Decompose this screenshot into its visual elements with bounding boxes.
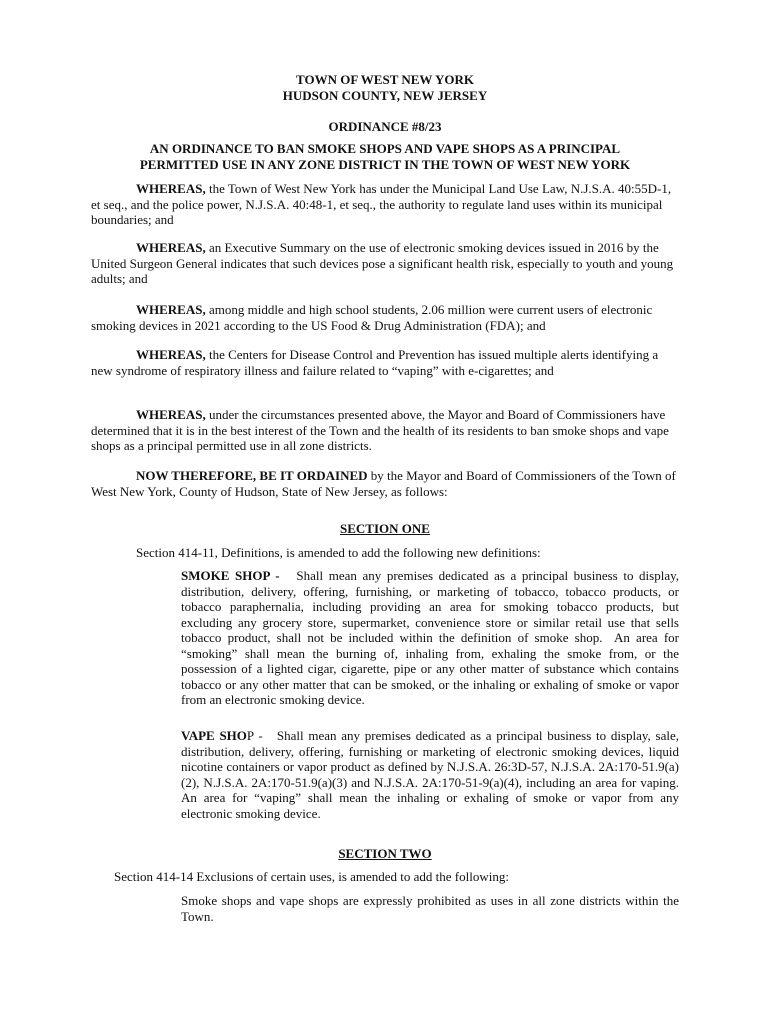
- whereas-lead: WHEREAS,: [136, 181, 206, 196]
- whereas-text: among middle and high school students, 2.06 million were current users of electronic smoking devices in 2021 according to the US Food & Drug Administration (FDA); and: [91, 302, 653, 333]
- whereas-paragraph-4: [91, 347, 681, 378]
- whereas-paragraph-1: [91, 181, 681, 228]
- ordinance-title-line1: AN ORDINANCE TO BAN SMOKE SHOPS AND VAPE SHOPS AS A PRINCIPAL: [149, 141, 621, 156]
- whereas-lead: WHEREAS,: [136, 240, 206, 255]
- smoke-shop-text: Shall mean any premises dedicated as a principal business to display, distribution, delivery, offering, furnishing, or marketing of tobacco, tobacco products, or tobacco paraphernalia, including providing an area for smoking tobacco products, but excluding any grocery store, supermarket, convenience store or similar retail use that sells tobacco product, shall not be included within the definition of smoke shop. An area for “smoking” shall mean the burning of, inhaling from, exhaling the smoke from, or the possession of a lighted cigar, cigarette, pipe or any other matter of substance which contains tobacco or any other matter that can be smoked, or the inhaling or exhaling of smoke or vapor from an electronic smoking device.: [181, 568, 683, 707]
- town-heading: TOWN OF WEST NEW YORK: [296, 72, 474, 87]
- whereas-paragraph-2: [91, 240, 681, 287]
- whereas-text: under the circumstances presented above, the Mayor and Board of Commissioners have determined that it is in the best interest of the Town and the health of its residents to ban smoke shops and vape shops as a principal permitted use in all zone districts.: [91, 407, 669, 453]
- whereas-lead: WHEREAS,: [136, 347, 206, 362]
- vape-shop-text: Shall mean any premises dedicated as a principal business to display, sale, distribution, delivery, offering, furnishing or marketing of electronic smoking devices, liquid nicotine containers or vapor product as defined by N.J.S.A. 26:3D-57, N.J.S.A. 2A:170-51.9(a)(2), N.J.S.A. 2A:170-51.9(a)(3) and N.J.S.A. 2A:170-51-9(a)(4), including an area for vaping. An area for “vaping” shall mean the inhaling or exhaling of smoke or vapor from any electronic smoking device.: [181, 728, 686, 821]
- county-heading: HUDSON COUNTY, NEW JERSEY: [282, 88, 488, 103]
- vape-shop-term: VAPE SHO: [181, 728, 247, 743]
- ordained-lead: NOW THEREFORE, BE IT ORDAINED: [136, 468, 368, 483]
- whereas-paragraph-3: [91, 302, 681, 333]
- ordained-text: by the Mayor and Board of Commissioners of the Town of West New York, County of Hudson, State of New Jersey, as follows:: [91, 468, 676, 499]
- ordinance-title-line2: PERMITTED USE IN ANY ZONE DISTRICT IN THE TOWN OF WEST NEW YORK: [139, 157, 631, 172]
- ordinance-number: ORDINANCE #8/23: [328, 119, 442, 134]
- whereas-text: the Town of West New York has under the Municipal Land Use Law, N.J.S.A. 40:55D-1, et seq., and the police power, N.J.S.A. 40:48-1, et seq., the authority to regulate land uses within its municipal boundaries; and: [91, 181, 672, 227]
- section-two-text: Smoke shops and vape shops are expressly prohibited as uses in all zone districts within the Town.: [181, 893, 679, 924]
- section-two-intro: Section 414-14 Exclusions of certain uses, is amended to add the following:: [114, 869, 509, 884]
- whereas-paragraph-5: [91, 407, 681, 454]
- ordained-paragraph: [91, 468, 681, 499]
- section-one-heading: SECTION ONE: [340, 521, 430, 536]
- whereas-lead: WHEREAS,: [136, 407, 206, 422]
- section-one-intro: Section 414-11, Definitions, is amended to add the following new definitions:: [136, 545, 541, 560]
- vape-shop-definition: [181, 728, 686, 821]
- vape-shop-term-rest: P -: [246, 728, 263, 743]
- whereas-lead: WHEREAS,: [136, 302, 206, 317]
- smoke-shop-term: SMOKE SHOP -: [181, 568, 280, 583]
- whereas-text: an Executive Summary on the use of electronic smoking devices issued in 2016 by the United Surgeon General indicates that such devices pose a significant health risk, especially to youth and young adults; and: [91, 240, 674, 286]
- section-two-heading: SECTION TWO: [338, 846, 432, 861]
- whereas-text: the Centers for Disease Control and Prevention has issued multiple alerts identifying a new syndrome of respiratory illness and failure related to “vaping” with e-cigarettes; and: [91, 347, 659, 378]
- smoke-shop-definition: [181, 568, 683, 708]
